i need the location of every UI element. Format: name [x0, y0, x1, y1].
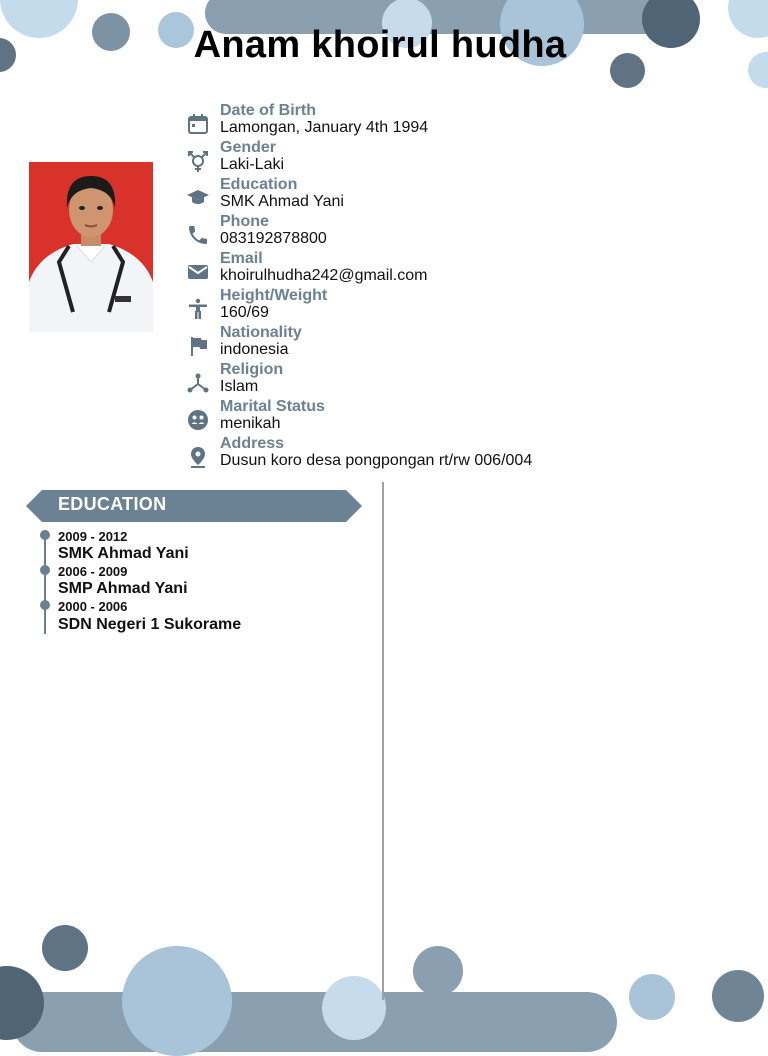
education-years: 2009 - 2012: [58, 529, 128, 544]
info-value: SMK Ahmad Yani: [220, 193, 344, 210]
info-value: Islam: [220, 378, 259, 395]
deco-circle: [629, 974, 675, 1020]
education-school: SMK Ahmad Yani: [58, 545, 189, 562]
deco-bar: [12, 992, 617, 1052]
profile-photo: [29, 162, 153, 332]
info-label: Nationality: [220, 324, 302, 341]
location-pin-icon: [186, 445, 210, 469]
education-years: 2000 - 2006: [58, 599, 128, 614]
info-value: Laki-Laki: [220, 156, 285, 173]
info-label: Height/Weight: [220, 287, 328, 304]
person-icon: [186, 297, 210, 321]
page-title: Anam khoirul hudha: [193, 24, 567, 66]
timeline-line: [44, 530, 46, 634]
column-divider: [382, 482, 384, 1000]
timeline-dot: [40, 600, 50, 610]
info-label: Marital Status: [220, 398, 325, 415]
info-label: Phone: [220, 213, 269, 230]
graduation-cap-icon: [186, 186, 210, 210]
marital-status-icon: [186, 408, 210, 432]
calendar-icon: [186, 112, 210, 136]
gender-icon: [186, 149, 210, 173]
email-icon: [186, 260, 210, 284]
timeline-dot: [40, 565, 50, 575]
deco-circle: [712, 970, 764, 1022]
info-value: indonesia: [220, 341, 289, 358]
info-label: Education: [220, 176, 298, 193]
flag-icon: [186, 334, 210, 358]
info-value: Dusun koro desa pongpongan rt/rw 006/004: [220, 452, 533, 469]
education-years: 2006 - 2009: [58, 564, 128, 579]
education-header: [26, 490, 362, 522]
timeline-dot: [40, 530, 50, 540]
info-label: Email: [220, 250, 263, 267]
info-value: 083192878800: [220, 230, 327, 247]
deco-circle: [413, 946, 463, 996]
education-school: SDN Negeri 1 Sukorame: [58, 616, 242, 633]
info-value: 160/69: [220, 304, 269, 321]
info-value: khoirulhudha242@gmail.com: [220, 267, 428, 284]
religion-icon: [186, 371, 210, 395]
info-label: Address: [220, 435, 285, 452]
info-label: Religion: [220, 361, 284, 378]
info-label: Date of Birth: [220, 102, 316, 119]
education-school: SMP Ahmad Yani: [58, 580, 188, 597]
info-value: Lamongan, January 4th 1994: [220, 119, 429, 136]
phone-icon: [186, 223, 210, 247]
info-label: Gender: [220, 139, 277, 156]
education-title: EDUCATION: [58, 494, 167, 514]
deco-circle: [322, 976, 386, 1040]
info-value: menikah: [220, 415, 281, 432]
deco-circle: [42, 925, 88, 971]
deco-circle: [122, 946, 232, 1056]
